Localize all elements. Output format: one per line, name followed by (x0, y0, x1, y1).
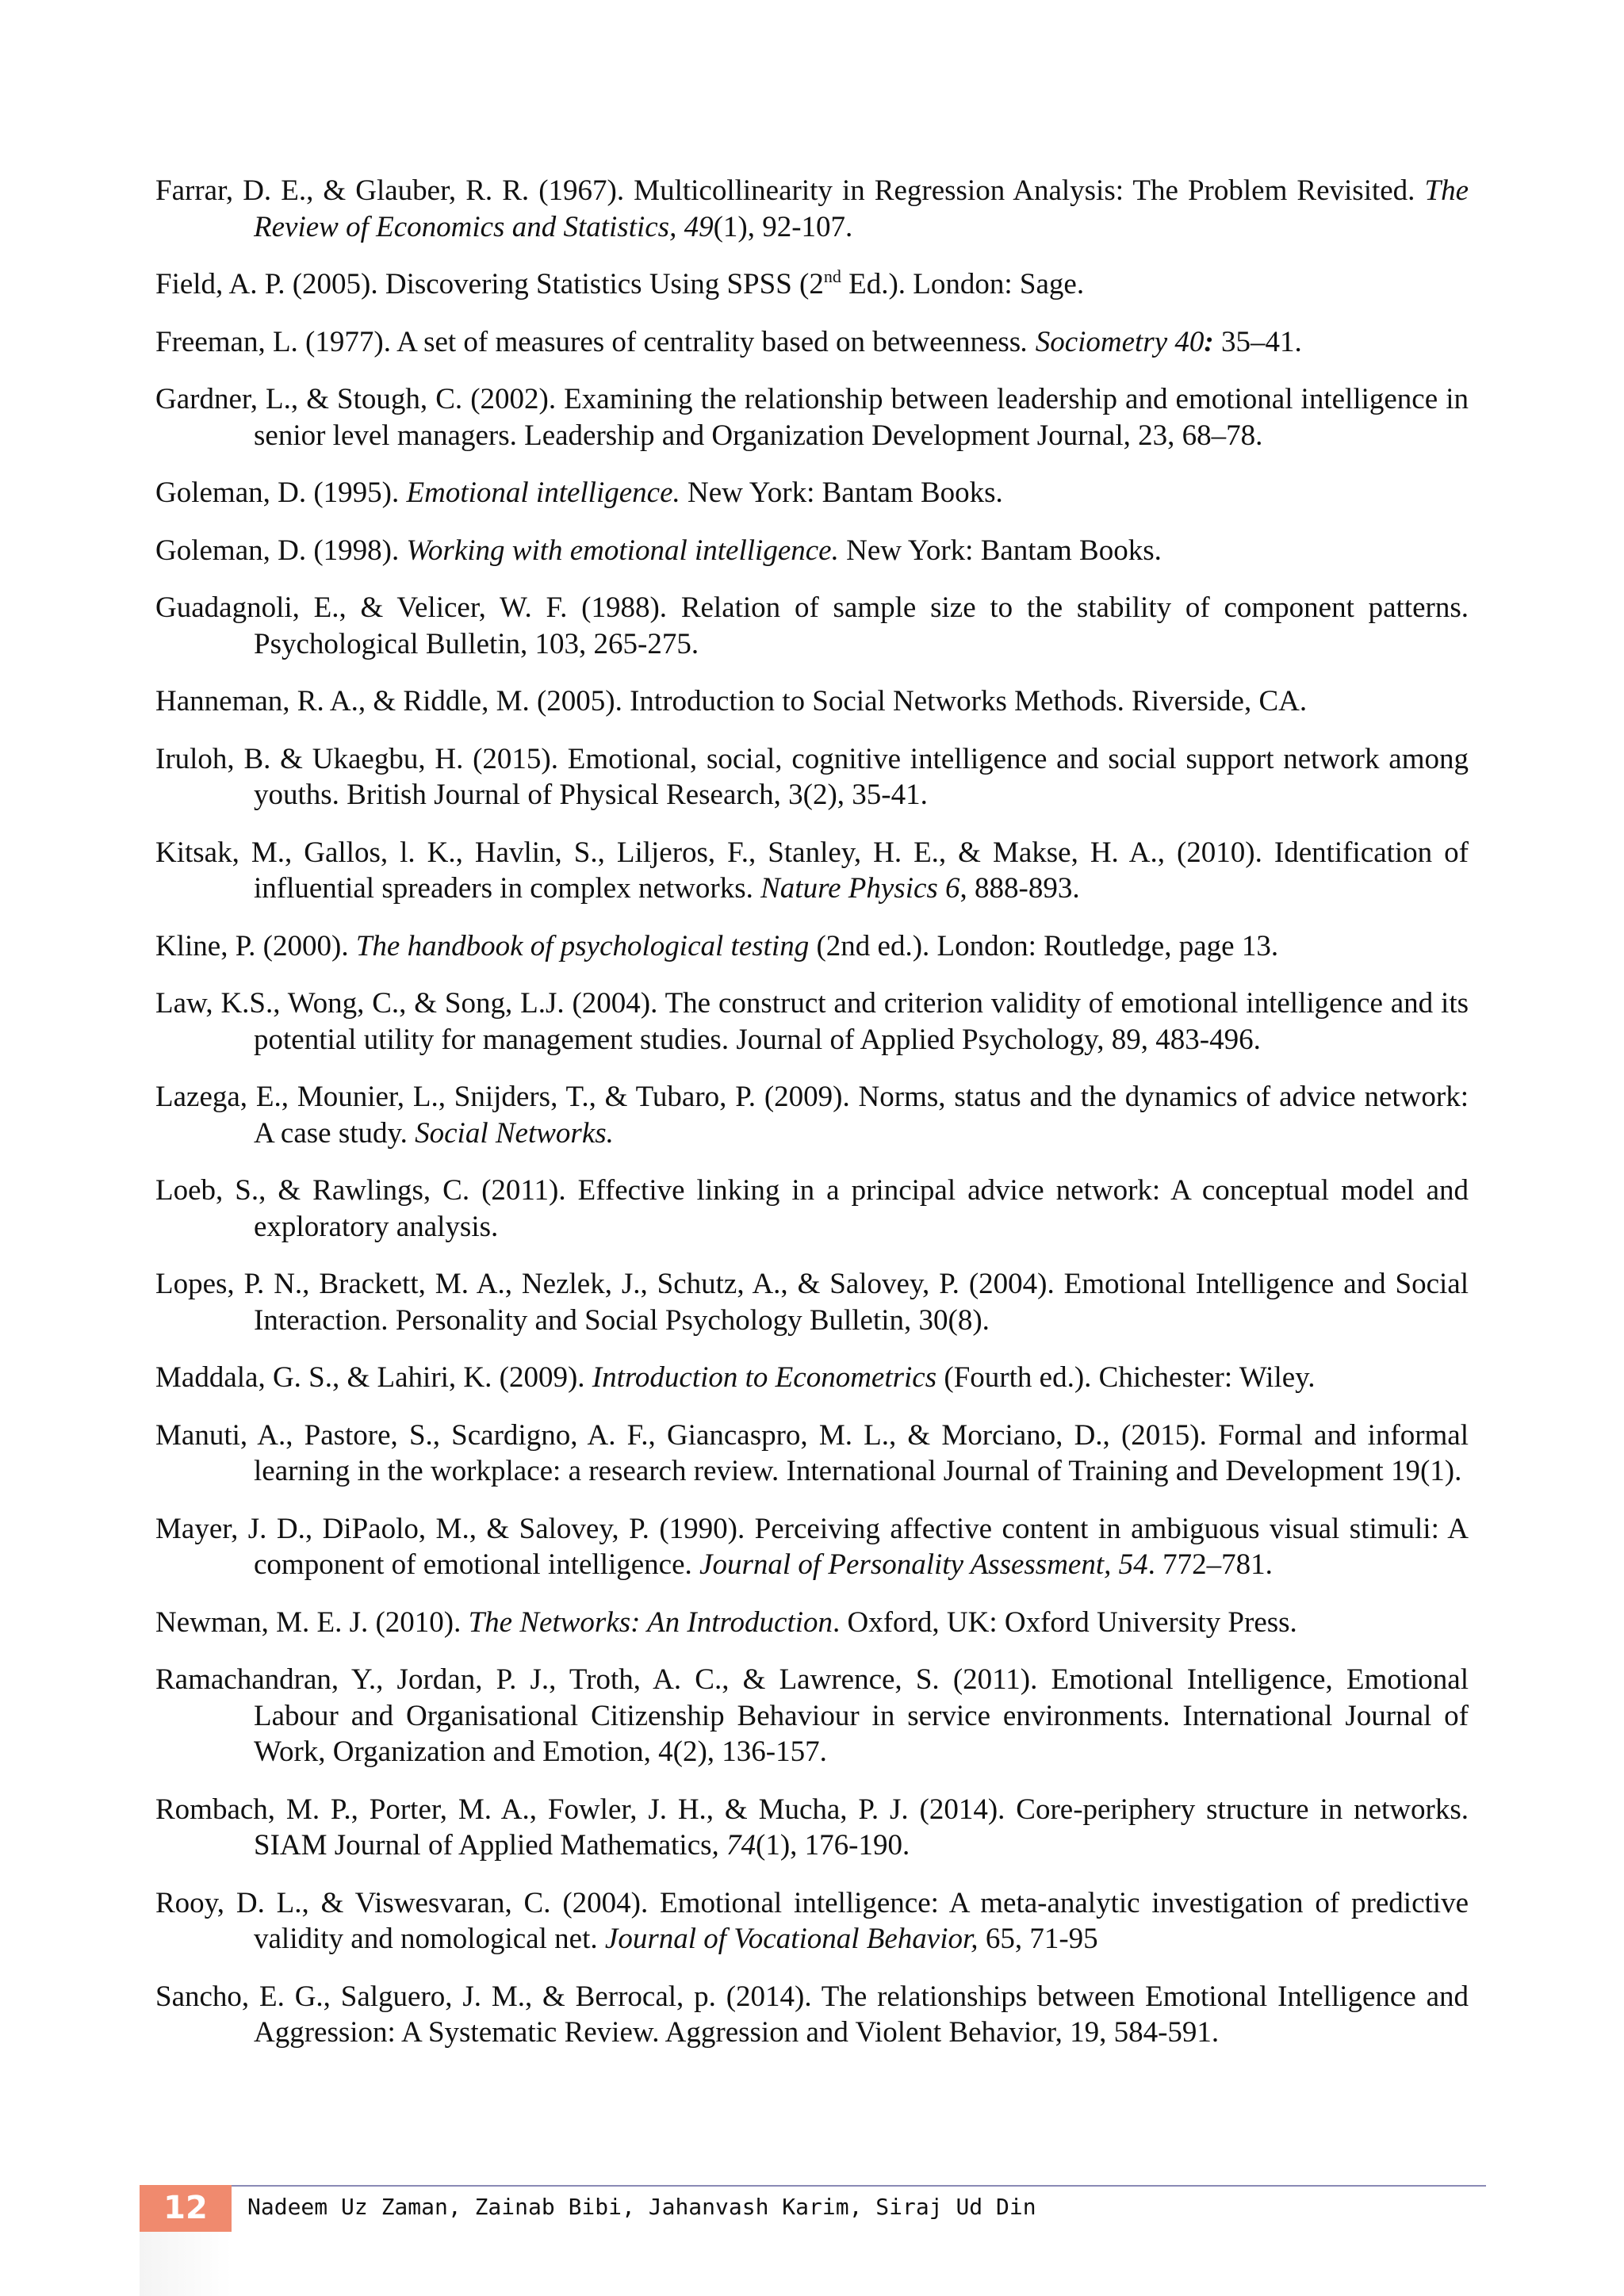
reference-text: Nature Physics 6 (760, 872, 960, 905)
reference-text: (1), 176-190. (756, 1829, 910, 1862)
footer-authors: Nadeem Uz Zaman, Zainab Bibi, Jahanvash Karim, Siraj Ud Din (247, 2194, 1036, 2220)
reference-text: Iruloh, B. & Ukaegbu, H. (2015). Emotional, social, cognitive intelligence and social support network among youths. British Journal of Physical Research, 3(2), 35-41. (155, 742, 1469, 811)
reference-field-2005 (155, 266, 1469, 303)
reference-iruloh-2015 (155, 741, 1469, 813)
reference-maddala-2009 (155, 1360, 1469, 1396)
reference-text: 35–41. (1213, 325, 1302, 358)
reference-text: (Fourth ed.). Chichester: Wiley. (936, 1361, 1316, 1394)
reference-text: 65, 71-95 (978, 1923, 1098, 1955)
reference-list (155, 173, 1469, 2072)
reference-text: Mayer, J. D., DiPaolo, M., & Salovey, P. (1990). Perceiving affective content in ambiguous visual stimuli: A component of emotional intelligence. (155, 1512, 1469, 1581)
reference-text: Law, K.S., Wong, C., & Song, L.J. (2004). The construct and criterion validity of emotional intelligence and its potential utility for management studies. Journal of Applied Psychology, 89, 483-496. (155, 987, 1469, 1056)
reference-text: Ed.). London: Sage. (841, 268, 1085, 300)
reference-text: Gardner, L., & Stough, C. (2002). Examining the relationship between leadership and emotional intelligence in senior level managers. Leadership and Organization Development Journal, 23, 68–78. (155, 383, 1469, 452)
reference-text: Kitsak, M., Gallos, l. K., Havlin, S., Liljeros, F., Stanley, H. E., & Makse, H. A., (2010). Identification of influential spreaders in complex networks. (155, 836, 1469, 905)
reference-text: Field, A. P. (2005). Discovering Statistics Using SPSS (2 (155, 268, 824, 300)
reference-goleman-1998 (155, 533, 1469, 569)
reference-gardner-2002 (155, 381, 1469, 453)
reference-text: , 888-893. (959, 872, 1080, 905)
reference-kline-2000 (155, 928, 1469, 965)
reference-law-2004 (155, 985, 1469, 1058)
reference-text: Manuti, A., Pastore, S., Scardigno, A. F., Giancaspro, M. L., & Morciano, D., (2015). Formal and informal learning in the workplace: a research review. International Journal of Training and Development 19(1). (155, 1418, 1469, 1487)
reference-text: Hanneman, R. A., & Riddle, M. (2005). Introduction to Social Networks Methods. Riverside, CA. (155, 685, 1308, 718)
page-number-shadow (140, 2232, 232, 2296)
reference-text: Lazega, E., Mounier, L., Snijders, T., & Tubaro, P. (2009). Norms, status and the dynamics of advice network: A case study. (155, 1081, 1469, 1150)
reference-freeman-1977 (155, 324, 1469, 361)
reference-text: Maddala, G. S., & Lahiri, K. (2009). (155, 1361, 592, 1394)
reference-text: Loeb, S., & Rawlings, C. (2011). Effective linking in a principal advice network: A conceptual model and exploratory analysis. (155, 1174, 1469, 1243)
reference-text: (2nd ed.). London: Routledge, page 13. (809, 929, 1279, 962)
reference-sancho-2014 (155, 1979, 1469, 2051)
reference-guadagnoli-1988 (155, 590, 1469, 662)
reference-text: Introduction to Econometrics (592, 1361, 937, 1394)
reference-text: , 74 (711, 1829, 756, 1862)
reference-text: Emotional intelligence. (406, 476, 680, 509)
reference-text: Kline, P. (2000). (155, 929, 356, 962)
reference-text: New York: Bantam Books. (838, 534, 1162, 567)
reference-text: Goleman, D. (1998). (155, 534, 407, 567)
reference-text: The Review of Economics and Statistics, 49 (254, 174, 1469, 243)
reference-text: Rombach, M. P., Porter, M. A., Fowler, J. H., & Mucha, P. J. (2014). Core-periphery structure in networks. SIAM Journal of Applied Mathematics (155, 1793, 1469, 1862)
reference-goleman-1995 (155, 475, 1469, 511)
page-number: 12 (140, 2185, 232, 2232)
reference-text: (1), 92-107. (713, 210, 853, 243)
reference-lopes-2004 (155, 1266, 1469, 1338)
reference-text: Newman, M. E. J. (2010). (155, 1605, 469, 1639)
reference-text: . Oxford, UK: Oxford University Press. (833, 1605, 1297, 1639)
reference-text: Journal of Vocational Behavior, (604, 1923, 979, 1955)
reference-text: New York: Bantam Books. (680, 476, 1003, 509)
reference-lazega-2009 (155, 1079, 1469, 1151)
reference-hanneman-2005 (155, 683, 1469, 720)
reference-text: The Networks: An Introduction (468, 1605, 833, 1639)
reference-rombach-2014 (155, 1792, 1469, 1864)
reference-text: Ramachandran, Y., Jordan, P. J., Troth, A. C., & Lawrence, S. (2011). Emotional Intelligence, Emotional Labour and Organisational Citizenship Behaviour in service environments. International Journal of Work, Organization and Emotion, 4(2), 136-157. (155, 1663, 1469, 1768)
reference-mayer-1990 (155, 1511, 1469, 1583)
reference-text: Farrar, D. E., & Glauber, R. R. (1967). Multicollinearity in Regression Analysis: The Problem Revisited. (155, 174, 1425, 207)
reference-text: Guadagnoli, E., & Velicer, W. F. (1988). Relation of sample size to the stability of component patterns. Psychological Bulletin, 103, 265-275. (155, 591, 1469, 660)
reference-kitsak-2010 (155, 835, 1469, 907)
reference-text: Goleman, D. (1995). (155, 476, 407, 509)
reference-manuti-2015 (155, 1418, 1469, 1490)
reference-loeb-2011 (155, 1173, 1469, 1245)
reference-rooy-2004 (155, 1885, 1469, 1957)
reference-text: Working with emotional intelligence. (406, 534, 839, 567)
reference-text: Social Networks. (415, 1116, 614, 1150)
reference-text: Lopes, P. N., Brackett, M. A., Nezlek, J., Schutz, A., & Salovey, P. (2004). Emotional Intelligence and Social Interaction. Personality and Social Psychology Bulletin, 30(8). (155, 1268, 1469, 1337)
footer-rule (140, 2185, 1486, 2187)
reference-text: . Sociometry 40 (1021, 325, 1205, 358)
reference-text: The handbook of psychological testing (355, 929, 810, 962)
reference-text: Journal of Personality Assessment, 54 (699, 1548, 1148, 1581)
reference-text: Sancho, E. G., Salguero, J. M., & Berrocal, p. (2014). The relationships between Emotional Intelligence and Aggression: A Systematic Review. Aggression and Violent Behavior, 19, 584-591. (155, 1980, 1469, 2049)
reference-text: nd (823, 266, 841, 286)
reference-text: : (1204, 325, 1214, 358)
reference-ramachandran-2011 (155, 1662, 1469, 1770)
reference-text: Rooy, D. L., & Viswesvaran, C. (2004). Emotional intelligence: A meta-analytic investigation of predictive validity and nomological net. (155, 1886, 1469, 1955)
reference-farrar-1967 (155, 173, 1469, 245)
reference-newman-2010 (155, 1605, 1469, 1641)
reference-text: Freeman, L. (1977). A set of measures of centrality based on betweenness (155, 325, 1021, 358)
reference-text: . 772–781. (1147, 1548, 1273, 1581)
